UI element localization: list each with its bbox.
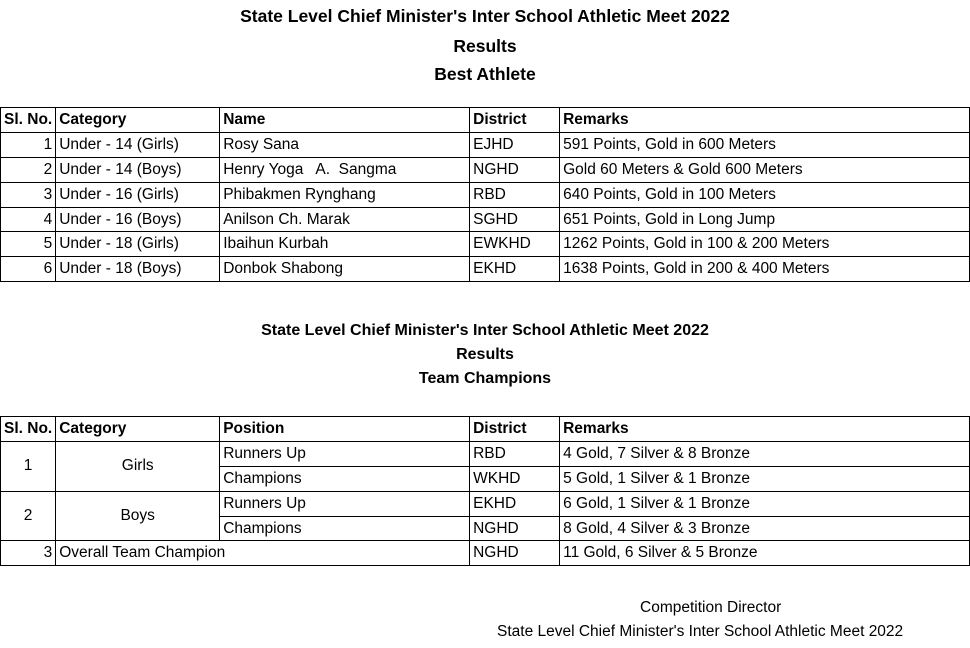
best-athlete-title: State Level Chief Minister's Inter School Athletic Meet 2022: [240, 6, 730, 26]
cell-position: Champions: [220, 466, 470, 491]
cell-remarks: 4 Gold, 7 Silver & 8 Bronze: [560, 441, 970, 466]
cell-name: Henry Yoga A. Sangma: [220, 157, 470, 182]
best-athlete-table: [0, 107, 970, 282]
cell-remarks: 11 Gold, 6 Silver & 5 Bronze: [560, 541, 970, 566]
footer-event: State Level Chief Minister's Inter School Athletic Meet 2022: [497, 623, 904, 640]
table-row: [1, 257, 970, 282]
cell-remarks: 591 Points, Gold in 600 Meters: [560, 132, 970, 157]
team-champions-heading: Team Champions: [418, 370, 552, 387]
cell-name: Phibakmen Rynghang: [220, 182, 470, 207]
cell-district: EWKHD: [470, 232, 560, 257]
cell-position: Runners Up: [220, 441, 470, 466]
team-champions-title: State Level Chief Minister's Inter School Athletic Meet 2022: [261, 322, 709, 339]
table-header-row: [1, 417, 970, 442]
cell-sl-no: 3: [1, 541, 56, 566]
cell-sl-no: 4: [1, 207, 56, 232]
table-row: [1, 232, 970, 257]
header-name: Name: [220, 108, 470, 133]
cell-name: Donbok Shabong: [220, 257, 470, 282]
cell-overall-category: Overall Team Champion: [56, 541, 470, 566]
table-row: [1, 441, 970, 466]
cell-district: NGHD: [470, 516, 560, 541]
header-sl-no: Sl. No.: [1, 108, 56, 133]
cell-category: Under - 16 (Girls): [56, 182, 220, 207]
cell-position: Champions: [220, 516, 470, 541]
header-district: District: [470, 417, 560, 442]
cell-sl-no: 2: [1, 491, 56, 541]
cell-name: Rosy Sana: [220, 132, 470, 157]
cell-district: EJHD: [470, 132, 560, 157]
cell-remarks: 640 Points, Gold in 100 Meters: [560, 182, 970, 207]
cell-district: EKHD: [470, 491, 560, 516]
cell-name: Anilson Ch. Marak: [220, 207, 470, 232]
cell-remarks: 6 Gold, 1 Silver & 1 Bronze: [560, 491, 970, 516]
cell-district: WKHD: [470, 466, 560, 491]
team-champions-table: [0, 416, 970, 566]
cell-remarks: 1638 Points, Gold in 200 & 400 Meters: [560, 257, 970, 282]
cell-sl-no: 6: [1, 257, 56, 282]
cell-district: NGHD: [470, 157, 560, 182]
table-header-row: [1, 108, 970, 133]
cell-remarks: 651 Points, Gold in Long Jump: [560, 207, 970, 232]
cell-district: NGHD: [470, 541, 560, 566]
table-row: [1, 491, 970, 516]
cell-category: Under - 18 (Girls): [56, 232, 220, 257]
cell-category: Under - 18 (Boys): [56, 257, 220, 282]
cell-category: Under - 14 (Boys): [56, 157, 220, 182]
header-category: Category: [56, 417, 220, 442]
cell-sl-no: 2: [1, 157, 56, 182]
table-row: [1, 182, 970, 207]
table-row: [1, 207, 970, 232]
header-remarks: Remarks: [560, 417, 970, 442]
cell-position: Runners Up: [220, 491, 470, 516]
table-row: [1, 541, 970, 566]
cell-category: Under - 16 (Boys): [56, 207, 220, 232]
header-position: Position: [220, 417, 470, 442]
cell-sl-no: 5: [1, 232, 56, 257]
cell-remarks: 5 Gold, 1 Silver & 1 Bronze: [560, 466, 970, 491]
cell-sl-no: 1: [1, 441, 56, 491]
cell-name: Ibaihun Kurbah: [220, 232, 470, 257]
cell-sl-no: 1: [1, 132, 56, 157]
best-athlete-heading: Best Athlete: [434, 64, 536, 84]
header-remarks: Remarks: [560, 108, 970, 133]
header-sl-no: Sl. No.: [1, 417, 56, 442]
cell-district: EKHD: [470, 257, 560, 282]
cell-remarks: Gold 60 Meters & Gold 600 Meters: [560, 157, 970, 182]
cell-district: RBD: [470, 182, 560, 207]
header-category: Category: [56, 108, 220, 133]
cell-sl-no: 3: [1, 182, 56, 207]
footer-signatory: Competition Director: [640, 599, 782, 616]
cell-remarks: 8 Gold, 4 Silver & 3 Bronze: [560, 516, 970, 541]
table-row: [1, 157, 970, 182]
cell-category: Boys: [56, 491, 220, 541]
cell-district: SGHD: [470, 207, 560, 232]
cell-category: Under - 14 (Girls): [56, 132, 220, 157]
cell-district: RBD: [470, 441, 560, 466]
table-row: [1, 132, 970, 157]
cell-remarks: 1262 Points, Gold in 100 & 200 Meters: [560, 232, 970, 257]
team-champions-subtitle: Results: [456, 346, 514, 363]
best-athlete-subtitle: Results: [453, 36, 517, 56]
header-district: District: [470, 108, 560, 133]
cell-category: Girls: [56, 441, 220, 491]
